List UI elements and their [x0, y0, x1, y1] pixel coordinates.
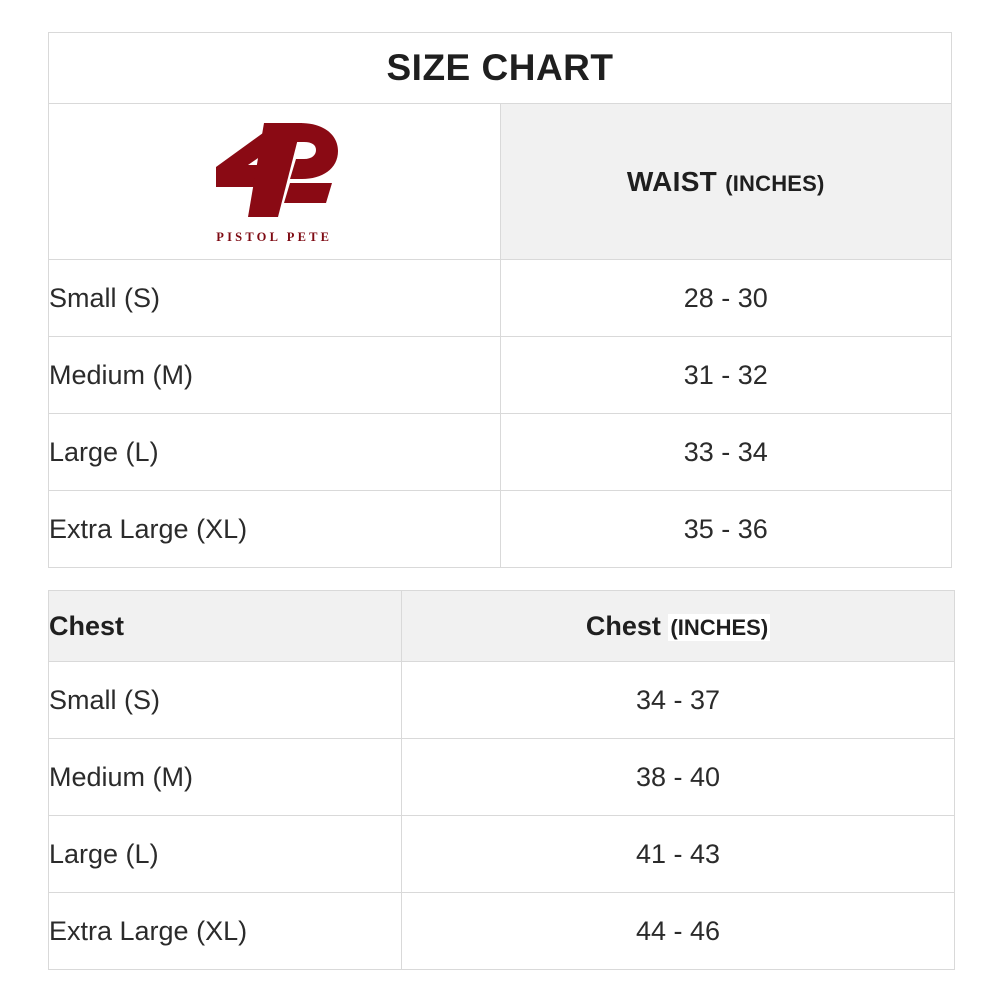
chest-row-header: Chest	[49, 591, 402, 662]
brand-logo-cell	[49, 104, 501, 260]
size-label: Large (L)	[49, 816, 402, 893]
chest-column-header	[402, 591, 955, 662]
size-label: Medium (M)	[49, 739, 402, 816]
size-value: 38 - 40	[402, 739, 955, 816]
title-row	[49, 33, 952, 104]
waist-size-table	[48, 32, 952, 568]
waist-header-row	[49, 104, 952, 260]
chest-header-row	[49, 591, 955, 662]
size-value: 33 - 34	[500, 414, 952, 491]
waist-header-unit: (INCHES)	[725, 170, 825, 196]
table-row	[49, 491, 952, 568]
size-value: 34 - 37	[402, 662, 955, 739]
size-value: 35 - 36	[500, 491, 952, 568]
page-title: SIZE CHART	[49, 33, 952, 104]
size-label: Medium (M)	[49, 337, 501, 414]
size-label: Extra Large (XL)	[49, 491, 501, 568]
table-row	[49, 414, 952, 491]
size-label: Extra Large (XL)	[49, 893, 402, 970]
pistol-pete-logo	[204, 117, 344, 244]
chest-header-unit: (INCHES)	[670, 614, 769, 640]
chest-size-table	[48, 590, 955, 970]
pistol-pete-logo-icon	[204, 117, 344, 225]
size-value: 41 - 43	[402, 816, 955, 893]
table-row	[49, 739, 955, 816]
size-label: Small (S)	[49, 662, 402, 739]
size-value: 28 - 30	[500, 260, 952, 337]
waist-column-header	[500, 104, 952, 260]
logo-subtitle: PISTOL PETE	[216, 230, 333, 244]
table-row	[49, 662, 955, 739]
size-value: 44 - 46	[402, 893, 955, 970]
size-label: Large (L)	[49, 414, 501, 491]
waist-header-main: WAIST	[626, 165, 718, 197]
size-label: Small (S)	[49, 260, 501, 337]
size-value: 31 - 32	[500, 337, 952, 414]
table-row	[49, 893, 955, 970]
table-row	[49, 337, 952, 414]
chest-header-main: Chest	[585, 610, 661, 641]
table-row	[49, 816, 955, 893]
table-row	[49, 260, 952, 337]
